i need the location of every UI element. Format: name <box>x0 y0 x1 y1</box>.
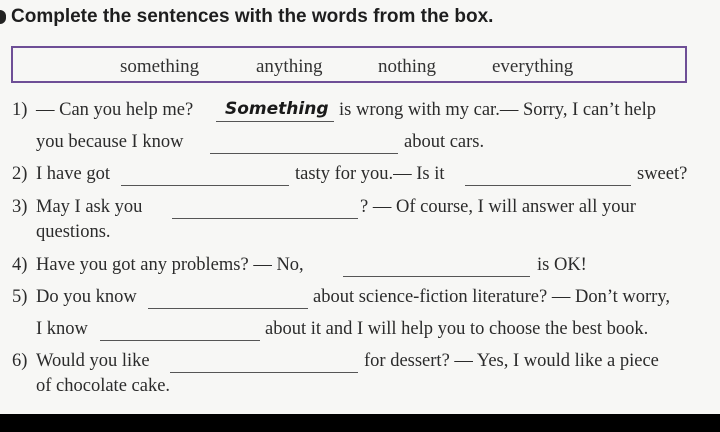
answer-blank[interactable] <box>170 372 358 373</box>
sentence-text: is OK! <box>537 255 587 275</box>
word-box-item: anything <box>256 56 323 77</box>
answer-blank[interactable] <box>121 185 289 186</box>
sentence-text: sweet? <box>637 164 688 184</box>
sentence-text: about cars. <box>404 132 485 152</box>
item-number: 4) <box>12 255 28 275</box>
sentence-text: you because I know <box>36 132 184 152</box>
answer-blank[interactable] <box>465 185 631 186</box>
word-box-item: something <box>120 56 200 77</box>
answer-blank[interactable] <box>216 121 334 122</box>
item-number: 5) <box>12 287 28 307</box>
exercise-bullet <box>0 10 6 24</box>
sentence-text: Do you know <box>36 287 137 307</box>
word-box <box>11 46 687 83</box>
sentence-text: about science-fiction literature? — Don’t worry, <box>313 287 671 307</box>
item-number: 2) <box>12 164 28 184</box>
sentence-text: is wrong with my car.— Sorry, I can’t help <box>339 100 657 120</box>
sentence-text: — Can you help me? <box>36 100 194 120</box>
sentence-text: I know <box>36 319 88 339</box>
word-box-item: everything <box>492 56 574 77</box>
answer-blank[interactable] <box>100 340 260 341</box>
sentence-text: May I ask you <box>36 197 143 217</box>
answer-blank[interactable] <box>343 276 530 277</box>
exercise-instruction: Complete the sentences with the words from the box. <box>11 6 494 27</box>
word-box-item: nothing <box>378 56 437 77</box>
sentence-text: tasty for you.— Is it <box>295 164 445 184</box>
sentence-text: questions. <box>36 222 111 242</box>
answer-blank[interactable] <box>210 153 398 154</box>
sentence-text: for dessert? — Yes, I would like a piece <box>364 351 659 371</box>
item-number: 1) <box>12 100 28 120</box>
sentence-text: Have you got any problems? — No, <box>36 255 304 275</box>
answer-blank[interactable] <box>172 218 358 219</box>
item-number: 3) <box>12 197 28 217</box>
item-number: 6) <box>12 351 28 371</box>
sentence-text: of chocolate cake. <box>36 376 171 396</box>
sentence-text: Would you like <box>36 351 150 371</box>
sentence-text: about it and I will help you to choose the best book. <box>265 319 649 339</box>
answer-blank[interactable] <box>148 308 308 309</box>
sentence-text: I have got <box>36 164 110 184</box>
sentence-text: ? — Of course, I will answer all your <box>360 197 636 217</box>
handwritten-answer: Something <box>225 99 329 119</box>
